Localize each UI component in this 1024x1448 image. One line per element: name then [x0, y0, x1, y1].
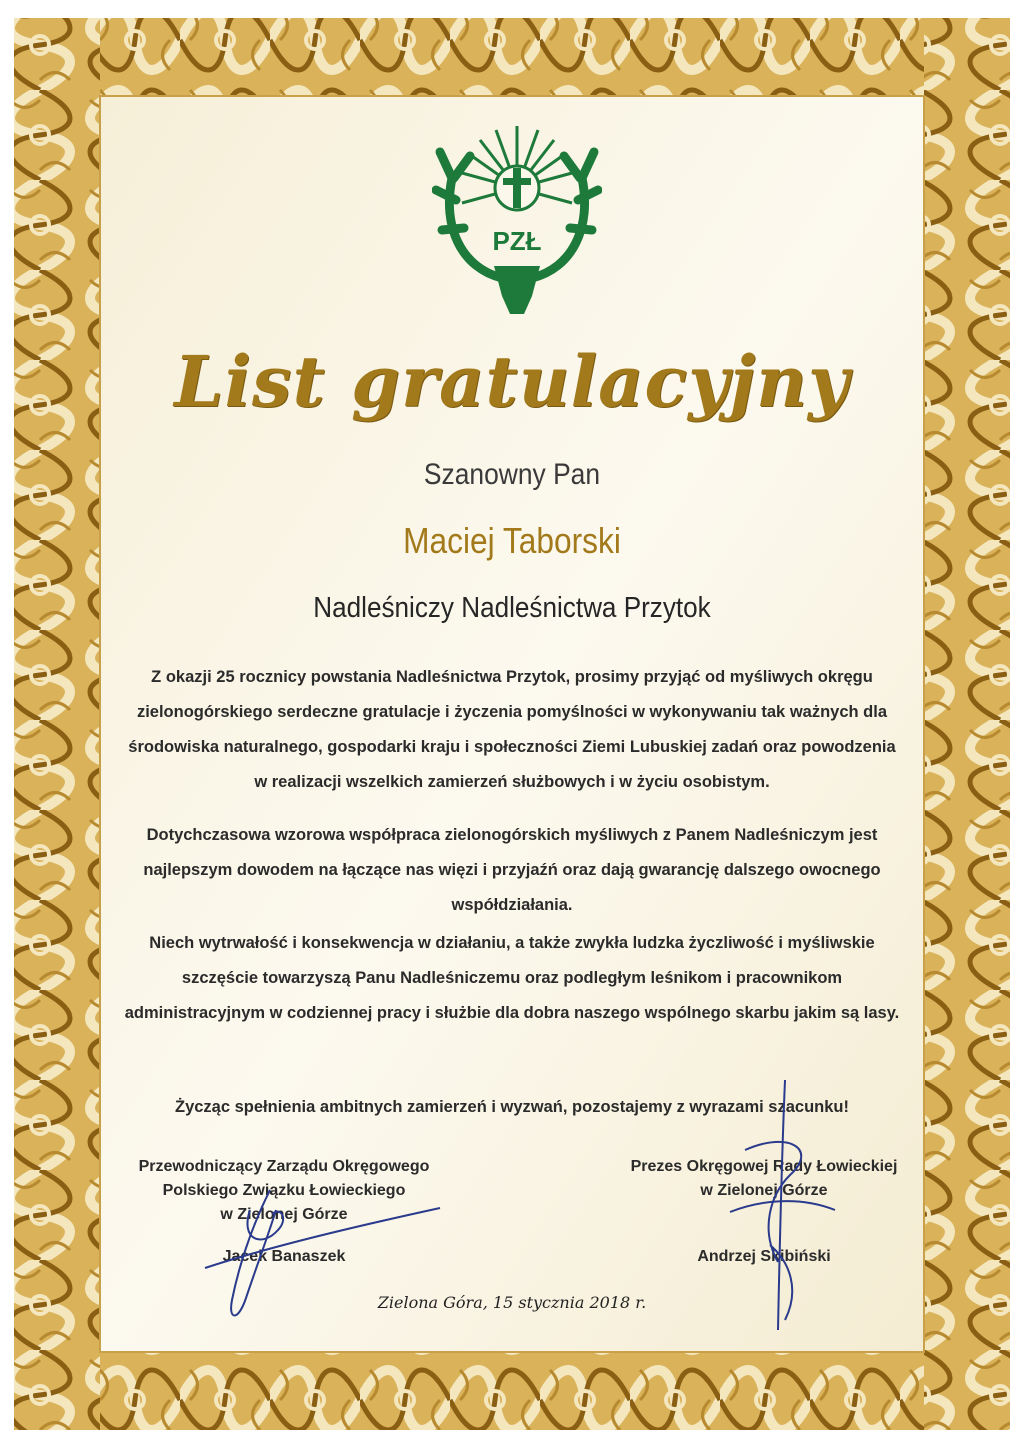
left-signatory — [104, 1155, 464, 1269]
paragraph-cooperation: Dotychczasowa wzorowa współpraca zielonogórskich myśliwych z Panem Nadleśniczym jest najlepszym dowodem na łączące nas więzi i przyjaźń oraz dają gwarancję dalszego owocnego współdziałania. — [143, 826, 881, 914]
left-signatory-name: Jacek Banaszek — [222, 1248, 346, 1265]
left-signatory-line1: Przewodniczący Zarządu Okręgowego — [138, 1158, 430, 1175]
salutation: Szanowny Pan — [423, 458, 601, 491]
pzl-logo — [432, 118, 602, 318]
document-title: List gratulacyjny — [174, 340, 850, 423]
paragraph-wishes: Niech wytrwałość i konsekwencja w działaniu, a także zwykła ludzka życzliwość i myśliwskie szczęście towarzyszą Panu Nadleśniczemu oraz podległym leśnikom i pracownikom administracyjnym w codziennej pracy i służbie dla dobra naszego wspólnego skarbu jakim są lasy. — [124, 934, 900, 1022]
left-signatory-line3: w Zielonej Górze — [220, 1206, 348, 1223]
logo-text: PZŁ — [492, 226, 542, 256]
paragraph-closing: Życząc spełnienia ambitnych zamierzeń i wyzwań, pozostajemy z wyrazami szacunku! — [175, 1098, 849, 1116]
right-signatory-name: Andrzej Skibiński — [697, 1248, 831, 1265]
right-signatory — [584, 1155, 944, 1269]
recipient-role: Nadleśniczy Nadleśnictwa Przytok — [313, 592, 711, 624]
paragraph-congratulations: Z okazji 25 rocznicy powstania Nadleśnictwa Przytok, prosimy przyjąć od myśliwych okręgu zielonogórskiego serdeczne gratulacje i życzenia pomyślności w wykonywaniu tak ważnych dla środowiska naturalnego, gospodarki kraju i społeczności Ziemi Lubuskiej zadań oraz powodzenia w realizacji wszelkich zamierzeń służbowych i w życiu osobistym. — [128, 668, 896, 791]
recipient-name: Maciej Taborski — [403, 520, 621, 561]
left-signatory-line2: Polskiego Związku Łowieckiego — [162, 1182, 406, 1199]
right-signatory-line2: w Zielonej Górze — [700, 1182, 828, 1199]
right-signatory-line1: Prezes Okręgowej Rady Łowieckiej — [630, 1158, 898, 1175]
place-and-date: Zielona Góra, 15 stycznia 2018 r. — [377, 1293, 647, 1312]
